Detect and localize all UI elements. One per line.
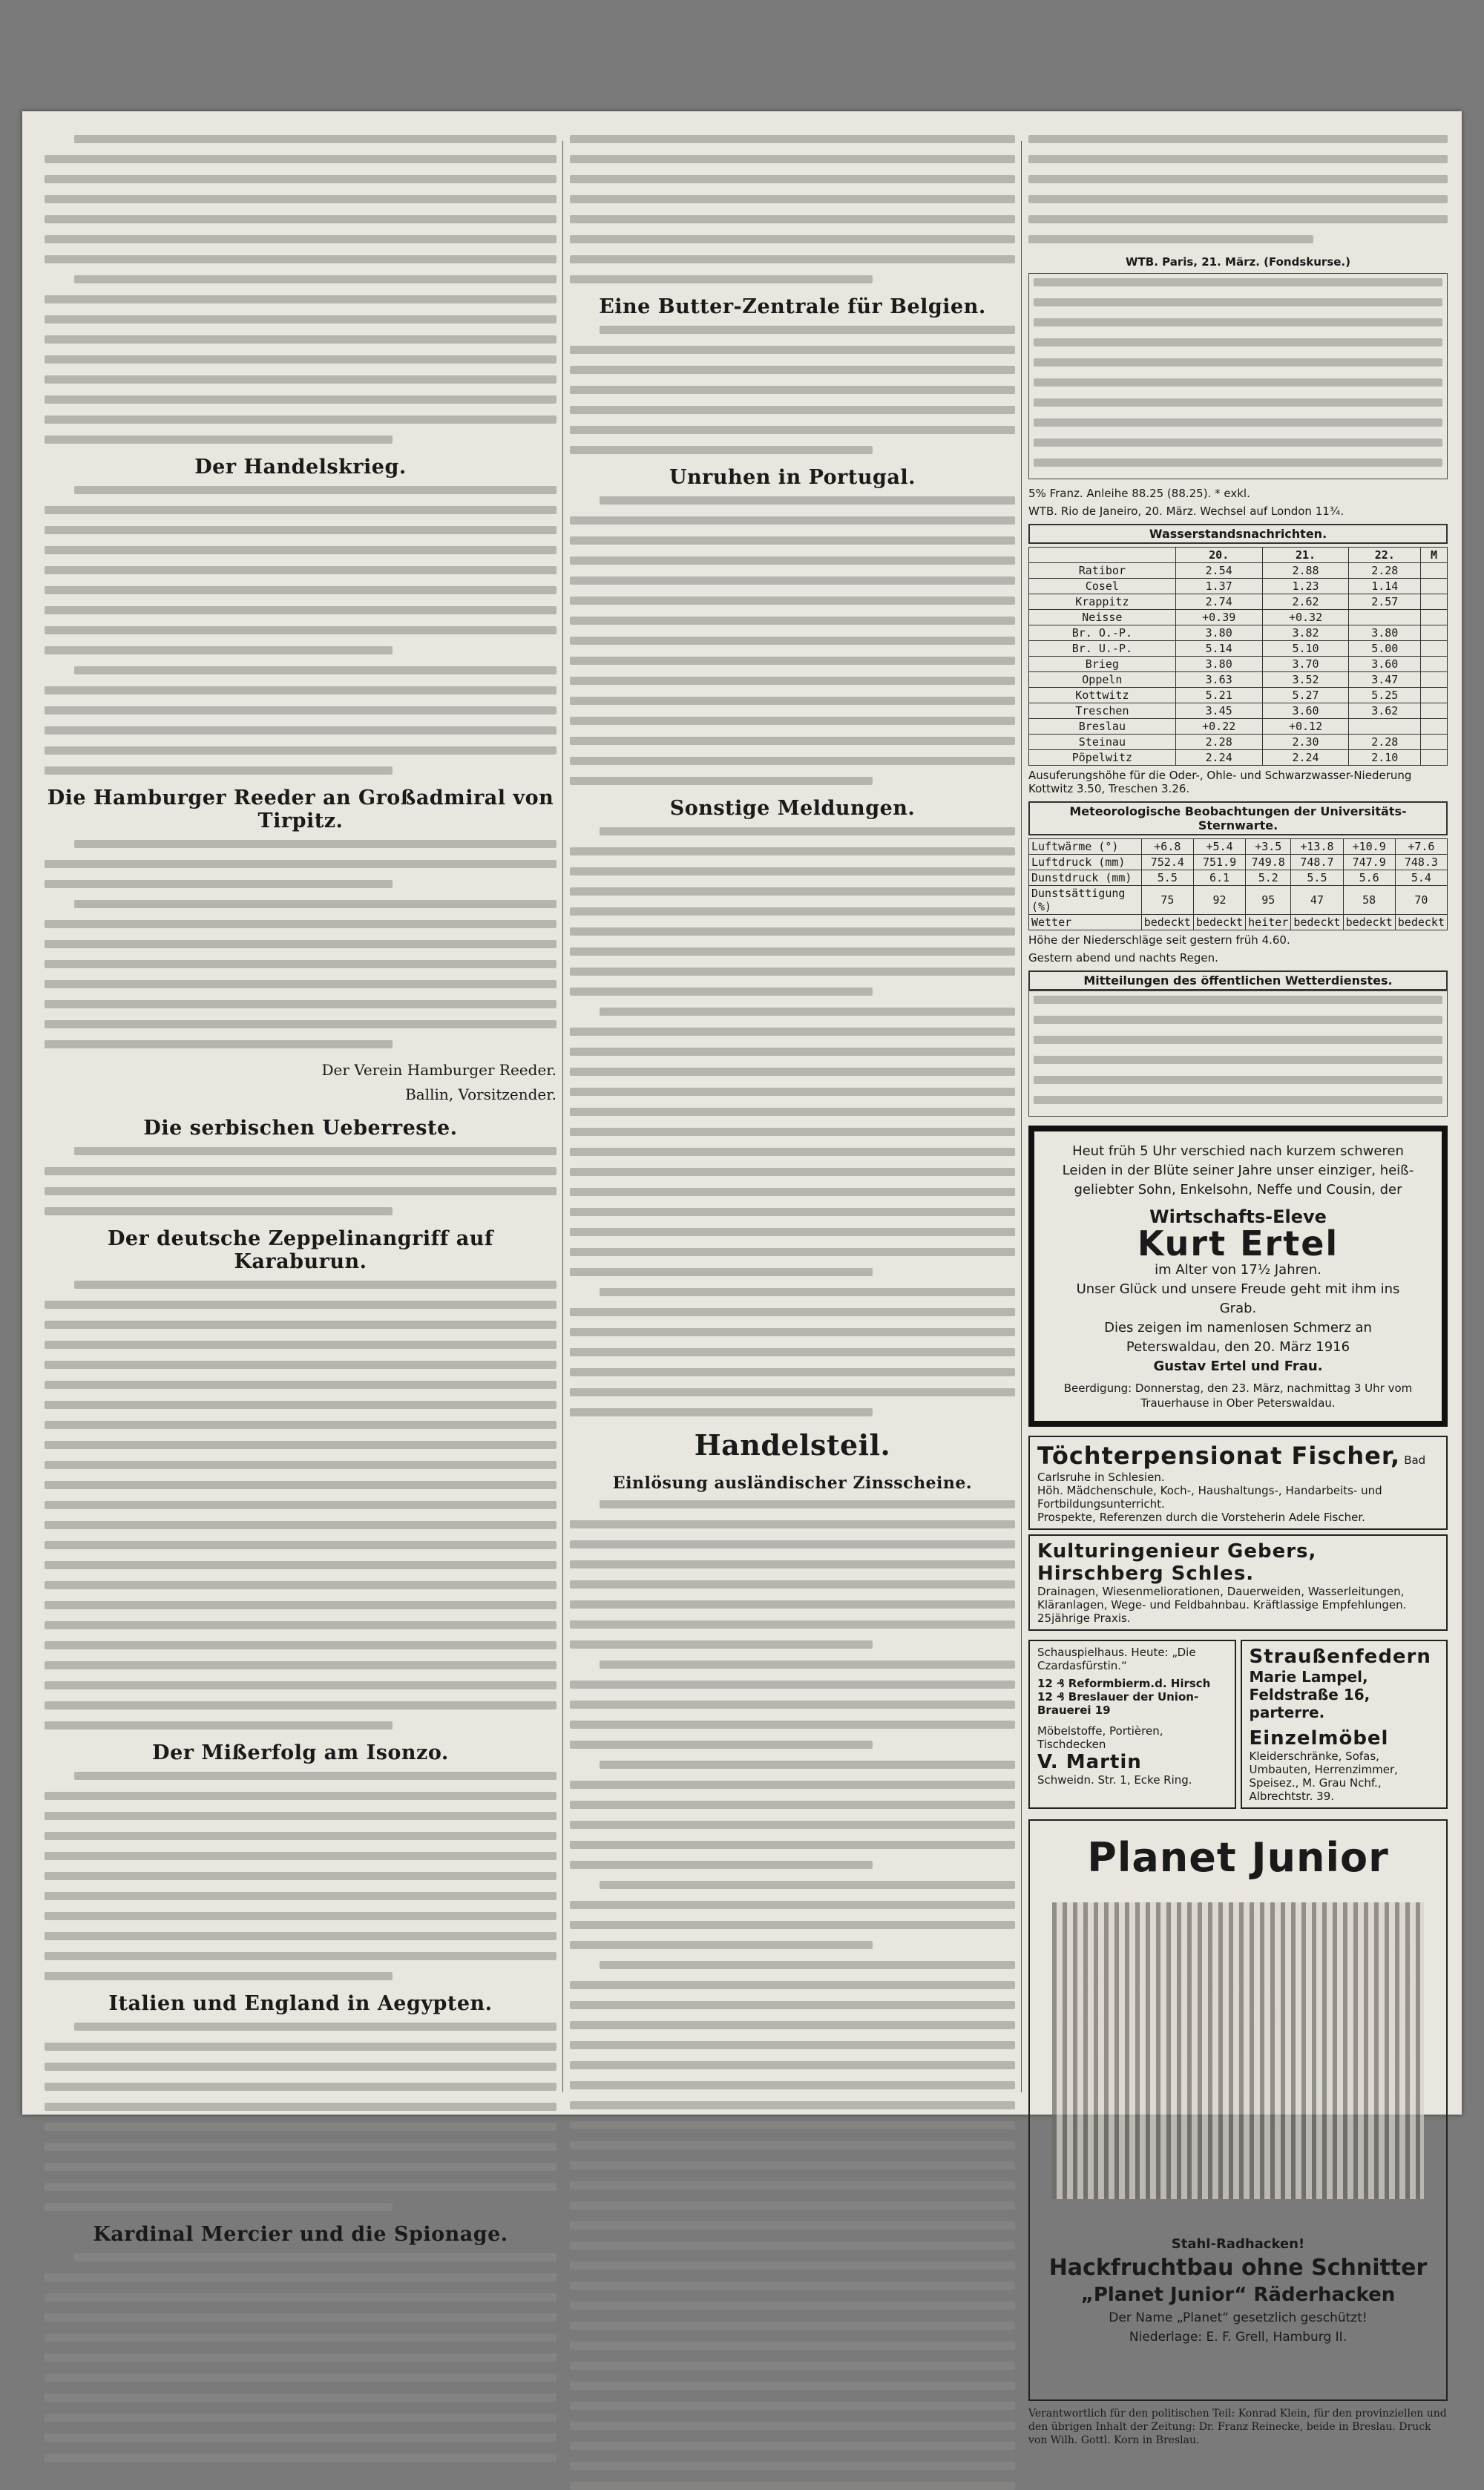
level-cell: 2.74 (1175, 594, 1262, 610)
market-report (1028, 135, 1448, 243)
article-body (45, 486, 556, 775)
level-cell: 3.80 (1349, 625, 1421, 641)
level-cell: 2.62 (1262, 594, 1349, 610)
headline-misserfolg-isonzo: Der Mißerfolg am Isonzo. (152, 1741, 449, 1764)
wetter-label: Luftdruck (mm) (1029, 855, 1142, 870)
death-age: im Alter von 17½ Jahren. (1155, 1262, 1322, 1278)
wetter-cell: 748.3 (1395, 855, 1447, 870)
ad-text: Schauspielhaus. Heute: „Die Czardasfürstin.“ (1037, 1646, 1196, 1672)
wetter-row (1029, 915, 1448, 930)
article-body (45, 1281, 556, 1729)
station-name: Treschen (1029, 703, 1176, 719)
wetter-cell: 47 (1291, 886, 1343, 915)
level-cell: 2.54 (1175, 563, 1262, 579)
level-cell: 2.28 (1349, 735, 1421, 750)
ad-text: Kleiderschränke, Sofas, Umbauten, Herrenzimmer, Speisez., M. Grau Nchf., Albrechtstr. 39. (1249, 1750, 1398, 1803)
ad-title: Kulturingenieur Gebers, Hirschberg Schles. (1037, 1540, 1317, 1585)
column-1 (45, 135, 556, 2246)
article-body (45, 1147, 556, 1215)
wetter-cell: +10.9 (1343, 839, 1395, 855)
level-cell: 2.24 (1175, 750, 1262, 766)
level-cell: 3.82 (1262, 625, 1349, 641)
wetter-label: Dunstsättigung (%) (1029, 886, 1142, 915)
column-rule (562, 141, 563, 2092)
article-body (45, 840, 556, 1048)
wasserstand-row (1029, 688, 1448, 703)
wetter-cell: +3.5 (1246, 839, 1291, 855)
wasserstand-row (1029, 579, 1448, 594)
imprint: Verantwortlich für den politischen Teil: Konrad Klein, für den provinziellen und den übrigen Inhalt der Zeitung: Dr. Franz Reinecke, beide in Breslau. Druck von Wilh. Gottl. Korn in Breslau. (1028, 2408, 1447, 2446)
level-cell: 2.24 (1262, 750, 1349, 766)
level-cell: 1.37 (1175, 579, 1262, 594)
death-name: Kurt Ertel (1137, 1223, 1339, 1264)
wetter-cell: bedeckt (1395, 915, 1447, 930)
wetter-cell: 5.5 (1141, 870, 1193, 886)
level-cell: 3.60 (1262, 703, 1349, 719)
death-text: Leiden in der Blüte seiner Jahre unser einziger, heiß- (1062, 1163, 1414, 1178)
col-head: 20. (1175, 548, 1262, 563)
article-body (570, 827, 1015, 1416)
wetter-note: Höhe der Niederschläge seit gestern früh 4.60. (1028, 933, 1290, 947)
wasserstand-row (1029, 594, 1448, 610)
ad-text: Drainagen, Wiesenmeliorationen, Dauerweiden, Wasserleitungen, Kläranlagen, Wege- und Feldbahnbau. Kräftlassige Empfehlungen. 25jährige Praxis. (1037, 1585, 1407, 1625)
wetter-cell: 752.4 (1141, 855, 1193, 870)
wetter-cell: 747.9 (1343, 855, 1395, 870)
level-cell: 2.28 (1175, 735, 1262, 750)
wetter-cell: 5.6 (1343, 870, 1395, 886)
level-cell: 3.45 (1175, 703, 1262, 719)
station-name: Krappitz (1029, 594, 1176, 610)
level-cell: 2.88 (1262, 563, 1349, 579)
ad-title: Planet Junior (1087, 1834, 1389, 1881)
wetter-cell: heiter (1246, 915, 1291, 930)
column-2 (570, 135, 1015, 2100)
level-cell: 3.70 (1262, 657, 1349, 672)
level-cell: 5.27 (1262, 688, 1349, 703)
death-notice (1028, 1126, 1448, 1427)
wasserstand-table (1028, 547, 1448, 766)
article-body (45, 135, 556, 444)
station-name: Pöpelwitz (1029, 750, 1176, 766)
wasserstand-row (1029, 625, 1448, 641)
ad-text: Schweidn. Str. 1, Ecke Ring. (1037, 1773, 1192, 1787)
ad-text: Niederlage: E. F. Grell, Hamburg II. (1129, 2330, 1347, 2345)
article-body (570, 1500, 1015, 2490)
death-title: Wirtschafts-Eleve (1149, 1206, 1327, 1227)
wetter-label: Wetter (1029, 915, 1142, 930)
wetter-cell: 5.4 (1395, 870, 1447, 886)
letter-signature-name: Ballin, Vorsitzender. (405, 1085, 556, 1103)
wtb-rio: WTB. Rio de Janeiro, 20. März. Wechsel auf London 11¾. (1028, 505, 1345, 518)
ad-text: Höh. Mädchenschule, Koch-, Haushaltungs-, Handarbeits- und Fortbildungsunterricht. (1037, 1484, 1382, 1511)
wasserstand-row (1029, 719, 1448, 735)
ad-planet-junior (1028, 1819, 1448, 2401)
ad-lampel (1241, 1640, 1448, 1809)
level-cell (1349, 719, 1421, 735)
station-name: Br. O.-P. (1029, 625, 1176, 641)
wetter-cell: 75 (1141, 886, 1193, 915)
level-cell: 1.14 (1349, 579, 1421, 594)
headline-sonstige-meldungen: Sonstige Meldungen. (669, 797, 916, 820)
level-cell: +0.12 (1262, 719, 1349, 735)
wetter-cell: 58 (1343, 886, 1395, 915)
wetter-cell: 5.5 (1291, 870, 1343, 886)
wetter-cell: 92 (1193, 886, 1245, 915)
wetter-label: Dunstdruck (mm) (1029, 870, 1142, 886)
level-cell: 3.47 (1349, 672, 1421, 688)
wetter-cell: bedeckt (1141, 915, 1193, 930)
wasserstand-row (1029, 563, 1448, 579)
wasserstand-row (1029, 610, 1448, 625)
newspaper-page (22, 111, 1462, 2446)
ad-toechterpensionat (1028, 1436, 1448, 1530)
ad-text: Marie Lampel, Feldstraße 16, parterre. (1249, 1668, 1370, 1721)
headline-handelskrieg: Der Handelskrieg. (194, 456, 407, 479)
wetter-row (1029, 839, 1448, 855)
level-cell: 3.63 (1175, 672, 1262, 688)
wetter-title: Meteorologische Beobachtungen der Universitäts-Sternwarte. (1028, 801, 1448, 835)
article-body (570, 135, 1015, 283)
ad-kulturingenieur (1028, 1534, 1448, 1631)
ad-schauspielhaus (1028, 1640, 1236, 1809)
column-3 (1028, 135, 1448, 2446)
wetter-cell: +5.4 (1193, 839, 1245, 855)
wetter-label: Luftwärme (°) (1029, 839, 1142, 855)
level-cell: 3.62 (1349, 703, 1421, 719)
level-cell: +0.39 (1175, 610, 1262, 625)
death-text: Dies zeigen im namenlosen Schmerz an (1104, 1320, 1372, 1336)
col-head: 22. (1349, 548, 1421, 563)
wetter-row (1029, 855, 1448, 870)
wetter-cell: +13.8 (1291, 839, 1343, 855)
death-text: Heut früh 5 Uhr verschied nach kurzem schweren (1072, 1143, 1404, 1159)
wetter-cell: 6.1 (1193, 870, 1245, 886)
ad-illustration (1052, 1902, 1424, 2199)
headline-serbische-ueberreste: Die serbischen Ueberreste. (143, 1117, 458, 1140)
wetter-cell: +6.8 (1141, 839, 1193, 855)
ad-title: V. Martin (1037, 1751, 1142, 1773)
ad-title: Töchterpensionat Fischer, (1037, 1442, 1401, 1470)
headline-kardinal-mercier: Kardinal Mercier und die Spionage. (93, 2223, 508, 2246)
level-cell: 5.10 (1262, 641, 1349, 657)
wetter-cell: 70 (1395, 886, 1447, 915)
level-cell: 2.30 (1262, 735, 1349, 750)
wasserstand-row (1029, 641, 1448, 657)
col-head: 21. (1262, 548, 1349, 563)
level-cell: 5.14 (1175, 641, 1262, 657)
station-name: Neisse (1029, 610, 1176, 625)
level-cell: 3.52 (1262, 672, 1349, 688)
station-name: Oppeln (1029, 672, 1176, 688)
wetter-row (1029, 870, 1448, 886)
article-body (570, 496, 1015, 785)
wasserstand-title: Wasserstandsnachrichten. (1028, 524, 1448, 544)
death-burial: Beerdigung: Donnerstag, den 23. März, nachmittag 3 Uhr vom Trauerhause in Ober Peterswaldau. (1063, 1382, 1413, 1410)
headline-unruhen-portugal: Unruhen in Portugal. (669, 466, 916, 489)
death-text: Grab. (1219, 1301, 1257, 1316)
level-cell: 2.57 (1349, 594, 1421, 610)
ad-row (1028, 1635, 1448, 1813)
station-name: Cosel (1029, 579, 1176, 594)
ad-text: 12 ₰ Reformbierm.d. Hirsch 12 ₰ Breslauer der Union-Brauerei 19 (1037, 1677, 1211, 1717)
wetter-cell: 95 (1246, 886, 1291, 915)
paris-fondskurse-table (1028, 273, 1448, 479)
headline-italien-england: Italien und England in Aegypten. (108, 1992, 493, 2015)
paris-footnote: 5% Franz. Anleihe 88.25 (88.25). * exkl. (1028, 487, 1250, 500)
headline-handelsteil: Handelsteil. (694, 1428, 891, 1462)
level-cell: 3.60 (1349, 657, 1421, 672)
ad-text: Hackfruchtbau ohne Schnitter (1048, 2255, 1428, 2281)
ad-title: Einzelmöbel (1249, 1727, 1389, 1750)
level-cell: 5.00 (1349, 641, 1421, 657)
wetter-cell: +7.6 (1395, 839, 1447, 855)
death-text: geliebter Sohn, Enkelsohn, Neffe und Cousin, der (1074, 1182, 1402, 1198)
wasserstand-footnote: Ausuferungshöhe für die Oder-, Ohle- und Schwarzwasser-Niederung Kottwitz 3.50, Treschen 3.26. (1028, 769, 1412, 795)
subheadline-zinsscheine: Einlösung ausländischer Zinsscheine. (612, 1474, 973, 1493)
station-name: Ratibor (1029, 563, 1176, 579)
headline-zeppelinangriff: Der deutsche Zeppelinangriff auf Karaburun. (107, 1227, 494, 1273)
ad-text: „Planet Junior“ Räderhacken (1080, 2284, 1396, 2306)
col-head: M (1421, 548, 1448, 563)
article-body (570, 326, 1015, 454)
article-body (45, 2253, 556, 2462)
station-name: Kottwitz (1029, 688, 1176, 703)
ad-text-block (1037, 2236, 1439, 2345)
wetter-cell: 749.8 (1246, 855, 1291, 870)
level-cell: 2.28 (1349, 563, 1421, 579)
wasserstand-row (1029, 750, 1448, 766)
death-place-date: Peterswaldau, den 20. März 1916 (1126, 1339, 1350, 1355)
level-cell: 3.80 (1175, 625, 1262, 641)
level-cell: 2.10 (1349, 750, 1421, 766)
level-cell: 3.80 (1175, 657, 1262, 672)
wetter-cell: bedeckt (1193, 915, 1245, 930)
level-cell: +0.22 (1175, 719, 1262, 735)
level-cell: 5.21 (1175, 688, 1262, 703)
headline-hamburger-reeder: Die Hamburger Reeder an Großadmiral von Tirpitz. (47, 786, 554, 832)
wasserstand-row (1029, 735, 1448, 750)
paris-fondskurse-header: WTB. Paris, 21. März. (Fondskurse.) (1126, 255, 1350, 269)
ad-text: Stahl-Radhacken! (1171, 2236, 1305, 2252)
wetter-row (1029, 886, 1448, 915)
ad-text: Möbelstoffe, Portièren, Tischdecken (1037, 1724, 1163, 1751)
ad-place: Bad Carlsruhe in Schlesien. (1037, 1453, 1426, 1484)
wetter-table (1028, 838, 1448, 930)
wetter-cell: bedeckt (1291, 915, 1343, 930)
wasserstand-row (1029, 657, 1448, 672)
wasserstand-row (1029, 672, 1448, 688)
death-text: Unser Glück und unsere Freude geht mit ihm ins (1076, 1281, 1400, 1297)
article-body (45, 1772, 556, 1980)
station-name: Brieg (1029, 657, 1176, 672)
station-name: Steinau (1029, 735, 1176, 750)
letter-signature: Der Verein Hamburger Reeder. (321, 1061, 556, 1079)
station-name: Br. U.-P. (1029, 641, 1176, 657)
wetter-cell: 748.7 (1291, 855, 1343, 870)
wetter-cell: 751.9 (1193, 855, 1245, 870)
station-name: Breslau (1029, 719, 1176, 735)
wasserstand-row (1029, 703, 1448, 719)
level-cell: 5.25 (1349, 688, 1421, 703)
ad-note: Prospekte, Referenzen durch die Vorsteherin Adele Fischer. (1037, 1511, 1365, 1524)
wetter-cell: bedeckt (1343, 915, 1395, 930)
ad-text: Der Name „Planet“ gesetzlich geschützt! (1109, 2310, 1368, 2325)
death-signature: Gustav Ertel und Frau. (1153, 1359, 1323, 1374)
wetter-cell: 5.2 (1246, 870, 1291, 886)
column-rule (1021, 141, 1022, 2092)
ad-title: Straußenfedern (1249, 1646, 1431, 1668)
level-cell (1349, 610, 1421, 625)
wetterdienst-title: Mitteilungen des öffentlichen Wetterdienstes. (1028, 970, 1448, 991)
level-cell: +0.32 (1262, 610, 1349, 625)
wetter-note: Gestern abend und nachts Regen. (1028, 951, 1218, 965)
wetterdienst-table (1028, 991, 1448, 1117)
level-cell: 1.23 (1262, 579, 1349, 594)
headline-butter-zentrale: Eine Butter-Zentrale für Belgien. (599, 295, 986, 318)
article-body (45, 2023, 556, 2211)
